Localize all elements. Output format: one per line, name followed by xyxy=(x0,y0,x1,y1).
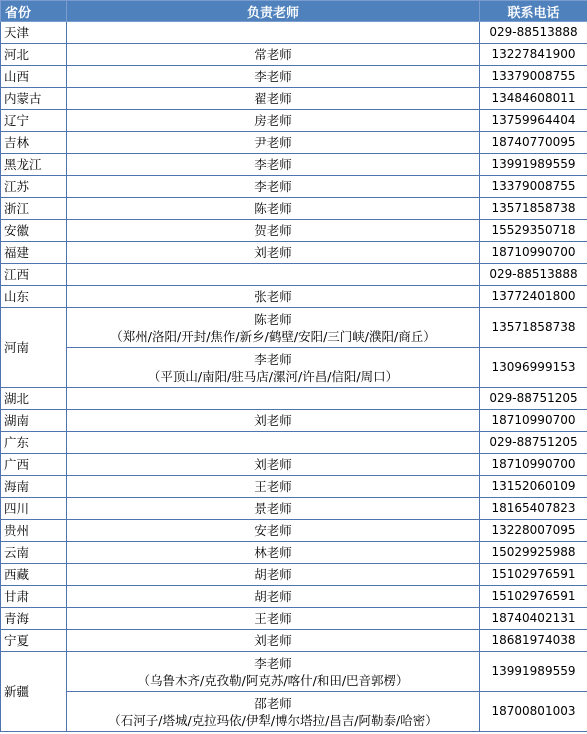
table-row xyxy=(1,520,587,542)
table-row xyxy=(1,286,587,308)
teacher-cell: 李老师 xyxy=(67,66,480,88)
phone-cell: 13571858738 xyxy=(480,198,587,220)
table-row xyxy=(1,630,587,652)
table-row xyxy=(1,132,587,154)
table-row xyxy=(1,154,587,176)
table-row xyxy=(1,264,587,286)
teacher-cell: 刘老师 xyxy=(67,630,480,652)
table-row xyxy=(1,652,587,692)
phone-cell: 15029925988 xyxy=(480,542,587,564)
teacher-cell xyxy=(67,652,480,692)
teacher-area: （郑州/洛阳/开封/焦作/新乡/鹤壁/安阳/三门峡/濮阳/商丘） xyxy=(110,328,436,344)
teacher-cell xyxy=(67,348,480,388)
phone-cell: 13096999153 xyxy=(480,348,587,388)
province-cell: 宁夏 xyxy=(1,630,67,652)
phone-cell: 13991989559 xyxy=(480,154,587,176)
province-cell: 广西 xyxy=(1,454,67,476)
phone-cell: 15102976591 xyxy=(480,564,587,586)
teacher-cell: 刘老师 xyxy=(67,454,480,476)
teacher-name: 李老师 xyxy=(254,351,292,367)
province-cell: 吉林 xyxy=(1,132,67,154)
table-row xyxy=(1,198,587,220)
phone-cell: 029-88751205 xyxy=(480,432,587,454)
teacher-cell: 刘老师 xyxy=(67,242,480,264)
teacher-name: 邵老师 xyxy=(254,695,292,711)
phone-cell: 13227841900 xyxy=(480,44,587,66)
header-phone: 联系电话 xyxy=(480,1,587,22)
province-cell: 西藏 xyxy=(1,564,67,586)
table-row xyxy=(1,498,587,520)
phone-cell: 13991989559 xyxy=(480,652,587,692)
teacher-cell xyxy=(67,388,480,410)
teacher-cell: 王老师 xyxy=(67,608,480,630)
province-cell: 广东 xyxy=(1,432,67,454)
province-cell: 贵州 xyxy=(1,520,67,542)
table-row xyxy=(1,22,587,44)
teacher-cell: 刘老师 xyxy=(67,410,480,432)
phone-cell: 13228007095 xyxy=(480,520,587,542)
province-cell: 河南 xyxy=(1,308,67,388)
teacher-cell: 常老师 xyxy=(67,44,480,66)
table-row xyxy=(1,388,587,410)
phone-cell: 18710990700 xyxy=(480,410,587,432)
phone-cell: 13571858738 xyxy=(480,308,587,348)
phone-cell: 18165407823 xyxy=(480,498,587,520)
province-cell: 黑龙江 xyxy=(1,154,67,176)
phone-cell: 18710990700 xyxy=(480,454,587,476)
teacher-cell: 贺老师 xyxy=(67,220,480,242)
table-row xyxy=(1,692,587,732)
table-row xyxy=(1,410,587,432)
table-row xyxy=(1,454,587,476)
phone-cell: 18700801003 xyxy=(480,692,587,732)
phone-cell: 13772401800 xyxy=(480,286,587,308)
province-cell: 青海 xyxy=(1,608,67,630)
teacher-cell: 房老师 xyxy=(67,110,480,132)
province-cell: 安徽 xyxy=(1,220,67,242)
province-cell: 天津 xyxy=(1,22,67,44)
province-cell: 辽宁 xyxy=(1,110,67,132)
phone-cell: 029-88751205 xyxy=(480,388,587,410)
teacher-cell xyxy=(67,432,480,454)
header-province: 省份 xyxy=(1,1,67,22)
phone-cell: 18710990700 xyxy=(480,242,587,264)
phone-cell: 18740770095 xyxy=(480,132,587,154)
teacher-cell xyxy=(67,308,480,348)
province-cell: 河北 xyxy=(1,44,67,66)
table-row xyxy=(1,608,587,630)
teacher-cell: 林老师 xyxy=(67,542,480,564)
table-row xyxy=(1,432,587,454)
teacher-area: （平顶山/南阳/驻马店/漯河/许昌/信阳/周口） xyxy=(147,368,399,384)
teacher-cell: 李老师 xyxy=(67,176,480,198)
phone-cell: 18681974038 xyxy=(480,630,587,652)
table-row xyxy=(1,66,587,88)
phone-cell: 13484608011 xyxy=(480,88,587,110)
table-row xyxy=(1,242,587,264)
table-row xyxy=(1,348,587,388)
province-cell: 海南 xyxy=(1,476,67,498)
table-row xyxy=(1,44,587,66)
table-row xyxy=(1,476,587,498)
teacher-cell xyxy=(67,22,480,44)
teacher-cell: 尹老师 xyxy=(67,132,480,154)
teacher-cell: 陈老师 xyxy=(67,198,480,220)
teacher-cell: 胡老师 xyxy=(67,586,480,608)
teacher-area: （石河子/塔城/克拉玛依/伊犁/博尔塔拉/昌吉/阿勒泰/哈密） xyxy=(108,712,438,728)
table-row xyxy=(1,176,587,198)
teacher-cell: 胡老师 xyxy=(67,564,480,586)
table-row xyxy=(1,88,587,110)
province-cell: 甘肃 xyxy=(1,586,67,608)
phone-cell: 029-88513888 xyxy=(480,22,587,44)
phone-cell: 13152060109 xyxy=(480,476,587,498)
table-row xyxy=(1,542,587,564)
province-cell: 新疆 xyxy=(1,652,67,732)
phone-cell: 13379008755 xyxy=(480,176,587,198)
teacher-cell: 翟老师 xyxy=(67,88,480,110)
province-cell: 四川 xyxy=(1,498,67,520)
table-row xyxy=(1,110,587,132)
province-cell: 云南 xyxy=(1,542,67,564)
phone-cell: 15102976591 xyxy=(480,586,587,608)
teacher-cell: 安老师 xyxy=(67,520,480,542)
phone-cell: 18740402131 xyxy=(480,608,587,630)
phone-cell: 13379008755 xyxy=(480,66,587,88)
province-cell: 山东 xyxy=(1,286,67,308)
province-cell: 浙江 xyxy=(1,198,67,220)
teacher-cell xyxy=(67,264,480,286)
teacher-name: 陈老师 xyxy=(254,311,292,327)
province-cell: 湖北 xyxy=(1,388,67,410)
province-cell: 福建 xyxy=(1,242,67,264)
table-row xyxy=(1,564,587,586)
phone-cell: 029-88513888 xyxy=(480,264,587,286)
province-cell: 内蒙古 xyxy=(1,88,67,110)
table-row xyxy=(1,586,587,608)
province-cell: 江苏 xyxy=(1,176,67,198)
phone-cell: 13759964404 xyxy=(480,110,587,132)
teacher-cell: 景老师 xyxy=(67,498,480,520)
teacher-area: （乌鲁木齐/克孜勒/阿克苏/喀什/和田/巴音郭楞） xyxy=(137,672,409,688)
teacher-cell: 王老师 xyxy=(67,476,480,498)
teacher-cell xyxy=(67,692,480,732)
table-row xyxy=(1,220,587,242)
teacher-name: 李老师 xyxy=(254,655,292,671)
table-row xyxy=(1,308,587,348)
teacher-cell: 李老师 xyxy=(67,154,480,176)
province-cell: 山西 xyxy=(1,66,67,88)
province-cell: 湖南 xyxy=(1,410,67,432)
header-teacher: 负责老师 xyxy=(67,1,480,22)
province-cell: 江西 xyxy=(1,264,67,286)
header-row xyxy=(1,1,587,22)
teacher-cell: 张老师 xyxy=(67,286,480,308)
phone-cell: 15529350718 xyxy=(480,220,587,242)
